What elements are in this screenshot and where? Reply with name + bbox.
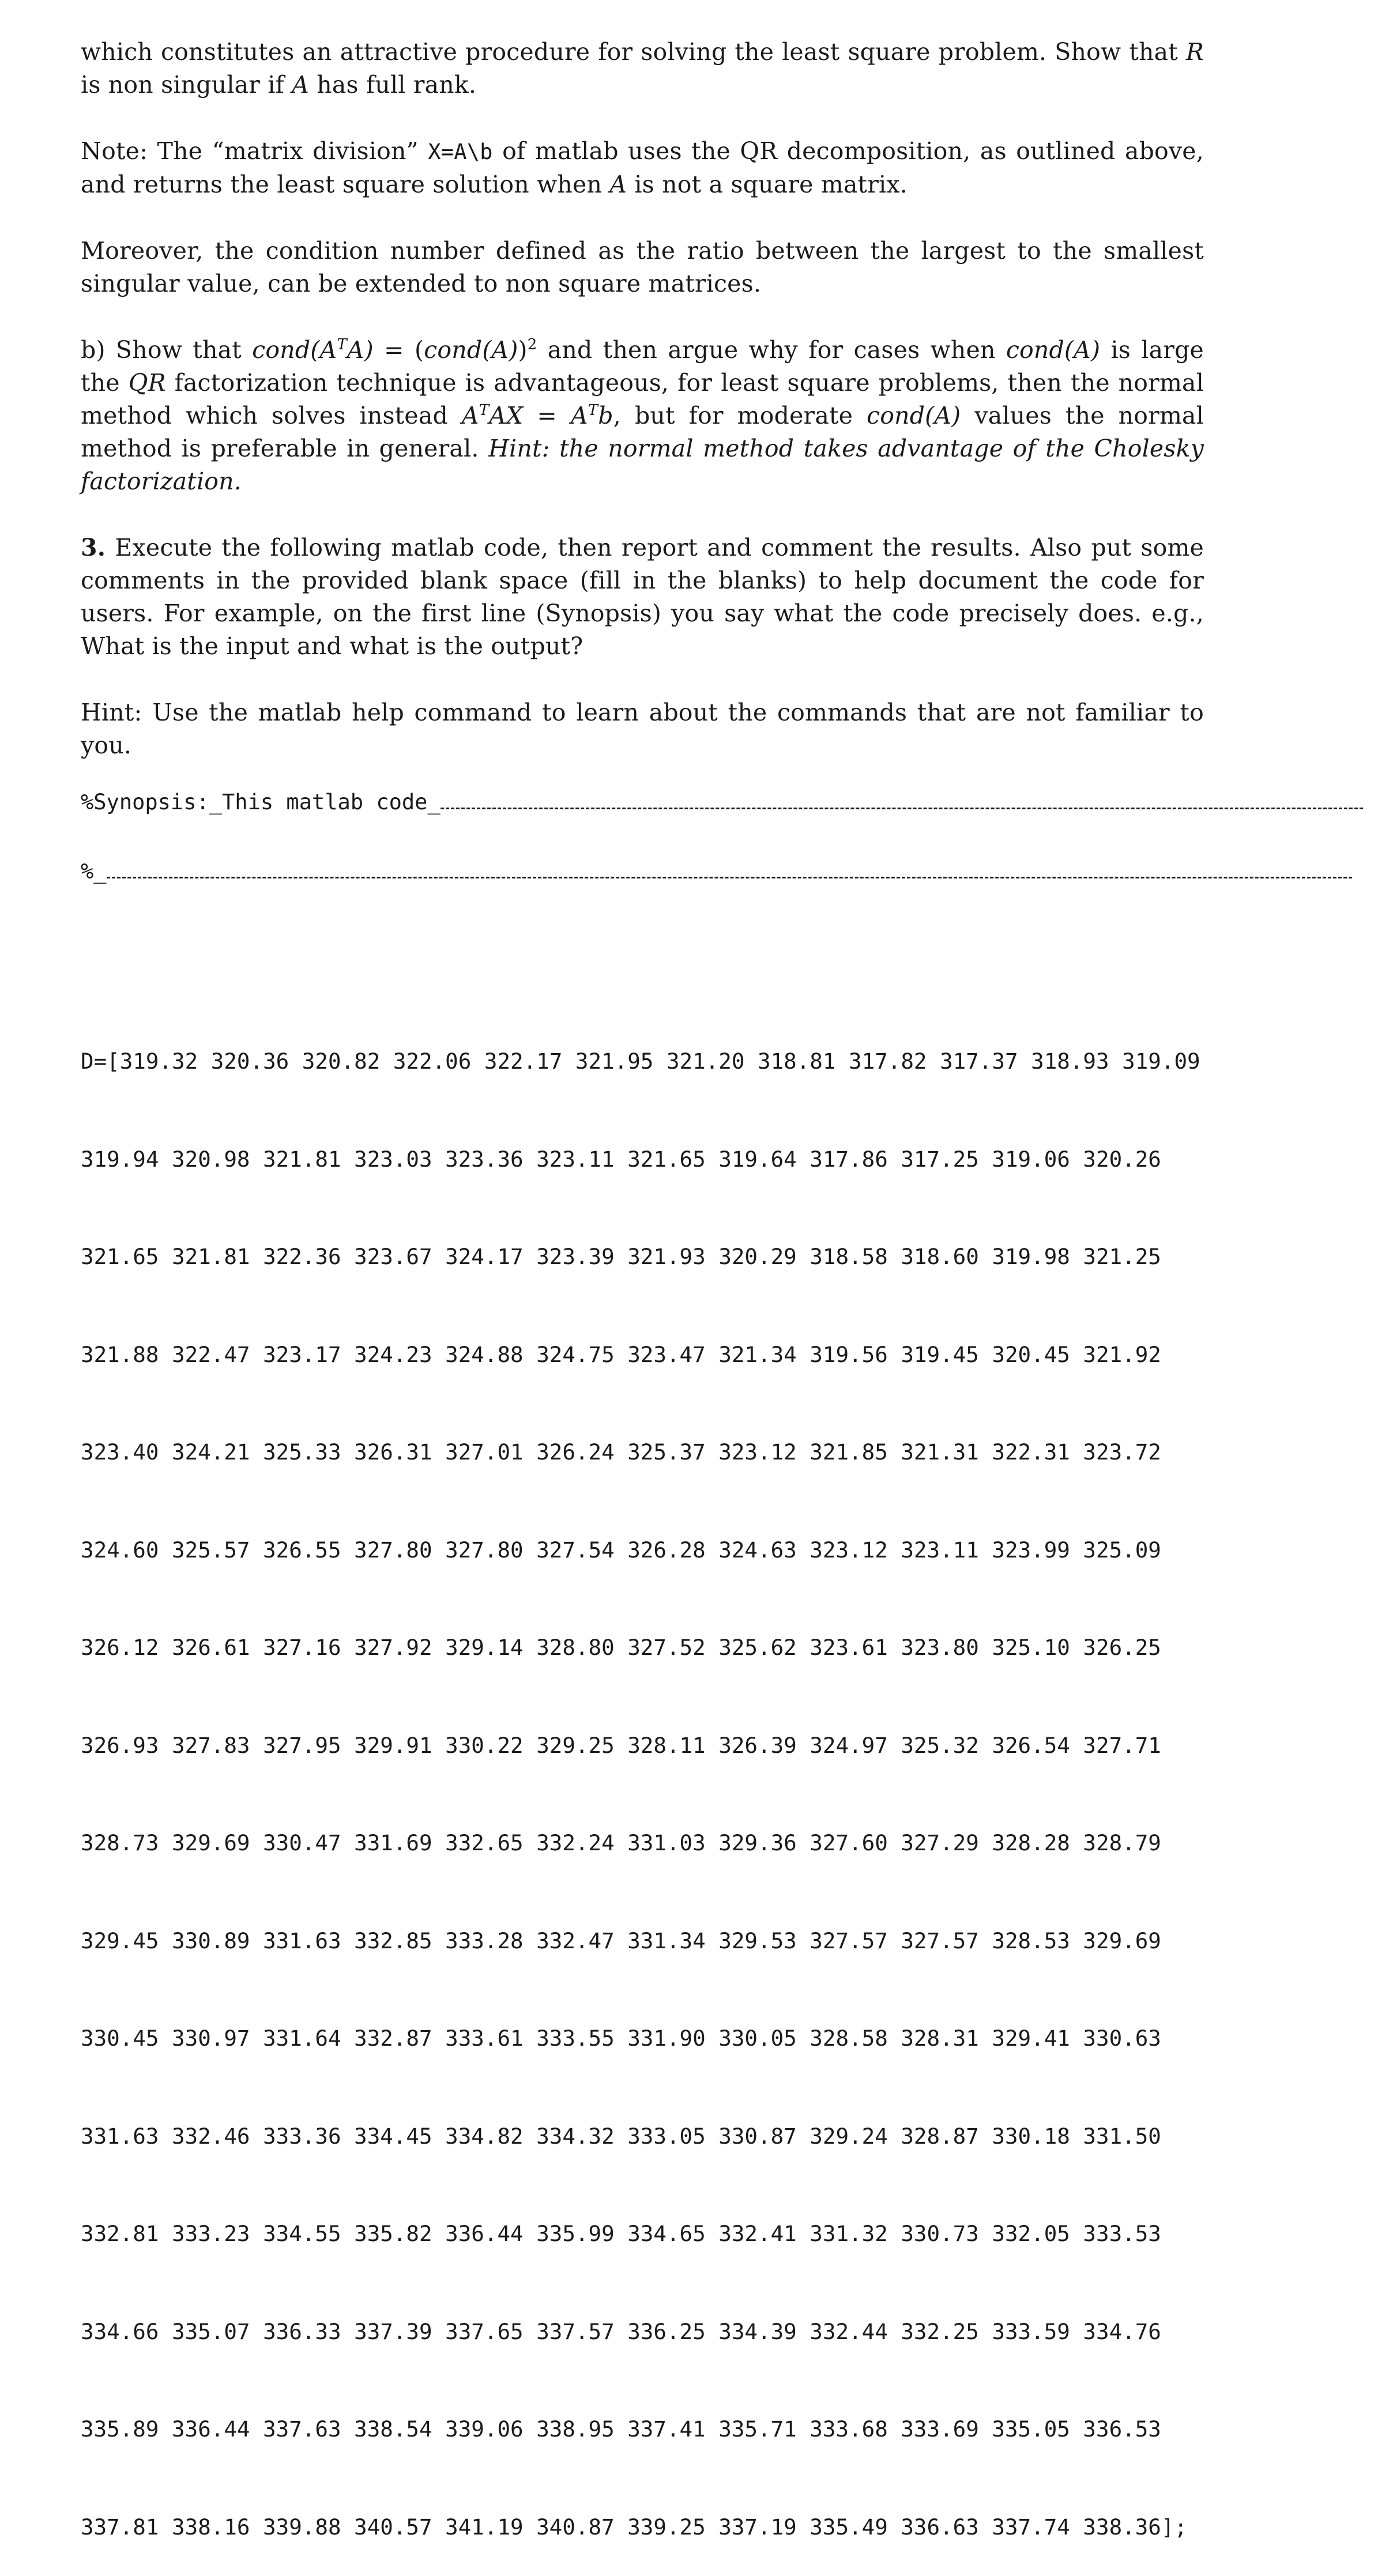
- math: A: [570, 402, 588, 429]
- math: cond(A): [424, 336, 518, 364]
- synopsis-blank-line[interactable]: [81, 790, 1375, 814]
- data-row: 328.73 329.69 330.47 331.69 332.65 332.24 331.03 329.36 327.60 327.29 328.28 328.79: [81, 1830, 1161, 1855]
- inline-code: X=A\b: [428, 139, 493, 164]
- math-A: A: [292, 71, 310, 99]
- question-number: 3.: [81, 534, 106, 561]
- text: factorization technique is advantageous, for least square problems, then the normal method which solves instead: [81, 369, 1204, 429]
- hint-text: Hint: the normal method takes advantage of the Cholesky factorization.: [81, 435, 1204, 495]
- math: cond(A: [252, 336, 337, 364]
- data-row: 319.94 320.98 321.81 323.03 323.36 323.11 321.65 319.64 317.86 317.25 319.06 320.26: [81, 1146, 1161, 1172]
- paragraph-hint-help: [81, 696, 1204, 762]
- data-row: 323.40 324.21 325.33 326.31 327.01 326.24 325.37 323.12 321.85 321.31 322.31 323.72: [81, 1439, 1161, 1465]
- text: and then argue why for cases when: [537, 336, 1006, 364]
- paragraph-note-matrix-division: [81, 135, 1204, 201]
- data-row: D=[319.32 320.36 320.82 322.06 322.17 321.95 321.20 318.81 317.82 317.37 318.93 319.09: [81, 1048, 1200, 1074]
- math: b: [598, 402, 613, 429]
- data-row: 337.81 338.16 339.88 340.57 341.19 340.87 339.25 337.19 335.49 336.63 337.74 338.36];: [81, 2514, 1188, 2540]
- text: has full rank.: [309, 71, 477, 99]
- math: cond(A): [1006, 336, 1101, 364]
- document-page: [81, 36, 1204, 795]
- math: =: [523, 402, 571, 429]
- fill-in-blank[interactable]: [107, 877, 1352, 878]
- data-row: 321.88 322.47 323.17 324.23 324.88 324.75 323.47 321.34 319.56 319.45 320.45 321.92: [81, 1341, 1161, 1367]
- math-superscript: T: [337, 336, 347, 353]
- math-R: R: [1185, 38, 1204, 66]
- matlab-data-matrix: [81, 980, 1200, 2576]
- math: AX: [489, 402, 524, 429]
- data-row: 334.66 335.07 336.33 337.39 337.65 337.57 336.25 334.39 332.44 332.25 333.59 334.76: [81, 2318, 1161, 2344]
- text: Note: The “matrix division”: [81, 137, 428, 165]
- text: Moreover, the condition number defined as the ratio between the largest to the smallest singular value, can be extended to non square matrices.: [81, 237, 1204, 297]
- text: Execute the following matlab code, then report and comment the results. Also put some comments in the provided blank space (fill in the blanks) to help document the code for users. For example, on the first line (Synopsis) you say what the code precisely does. e.g., What is the input and what is the output?: [81, 534, 1204, 660]
- math: A): [347, 336, 374, 364]
- data-row: 326.93 327.83 327.95 329.91 330.22 329.25 328.11 326.39 324.97 325.32 326.54 327.71: [81, 1732, 1161, 1758]
- data-row: 330.45 330.97 331.64 332.87 333.61 333.55 331.90 330.05 328.58 328.31 329.41 330.63: [81, 2026, 1161, 2051]
- data-row: 332.81 333.23 334.55 335.82 336.44 335.99 334.65 332.41 331.32 330.73 332.05 333.53: [81, 2221, 1161, 2246]
- paragraph-qr-rank: [81, 36, 1204, 101]
- math: = (: [373, 336, 424, 364]
- text: values the normal method is preferable in general.: [81, 402, 1204, 462]
- paragraph-condition-number: [81, 235, 1204, 300]
- data-row: 331.63 332.46 333.36 334.45 334.82 334.32 333.05 330.87 329.24 328.87 330.18 331.50: [81, 2123, 1161, 2149]
- comment-blank-line[interactable]: [81, 859, 1375, 884]
- math-superscript: T: [588, 402, 598, 419]
- text: , but for moderate: [613, 402, 867, 429]
- data-row: 324.60 325.57 326.55 327.80 327.80 327.54 326.28 324.63 323.12 323.11 323.99 325.09: [81, 1537, 1161, 1563]
- fill-in-blank[interactable]: [440, 808, 1363, 809]
- data-row: 321.65 321.81 322.36 323.67 324.17 323.39 321.93 320.29 318.58 318.60 319.98 321.25: [81, 1244, 1161, 1269]
- math-A: A: [609, 171, 627, 198]
- comment-label: %_: [81, 859, 107, 884]
- text: of matlab uses the QR decomposition, as outlined above, and returns the least square solution when: [81, 137, 1204, 198]
- text: b) Show that: [81, 336, 253, 364]
- math-QR: QR: [128, 369, 166, 397]
- math-superscript: 2: [527, 336, 537, 353]
- data-row: 326.12 326.61 327.16 327.92 329.14 328.80 327.52 325.62 323.61 323.80 325.10 326.25: [81, 1635, 1161, 1660]
- text: is large the: [81, 336, 1204, 397]
- text: is not a square matrix.: [627, 171, 908, 198]
- data-row: 329.45 330.89 331.63 332.85 333.28 332.47 331.34 329.53 327.57 327.57 328.53 329.69: [81, 1928, 1161, 1953]
- text: which constitutes an attractive procedure for solving the least square problem. Show that: [81, 38, 1186, 66]
- paragraph-question-3: [81, 531, 1204, 663]
- math: ): [518, 336, 528, 364]
- text: is non singular if: [81, 71, 292, 99]
- math: cond(A): [867, 402, 961, 429]
- text: Hint: Use the matlab help command to learn about the commands that are not familiar to you.: [81, 699, 1204, 759]
- synopsis-label: %Synopsis:_This matlab code_: [81, 790, 440, 814]
- math-superscript: T: [479, 402, 490, 419]
- data-row: 335.89 336.44 337.63 338.54 339.06 338.95 337.41 335.71 333.68 333.69 335.05 336.53: [81, 2416, 1161, 2442]
- paragraph-part-b: [81, 334, 1204, 498]
- math: A: [461, 402, 479, 429]
